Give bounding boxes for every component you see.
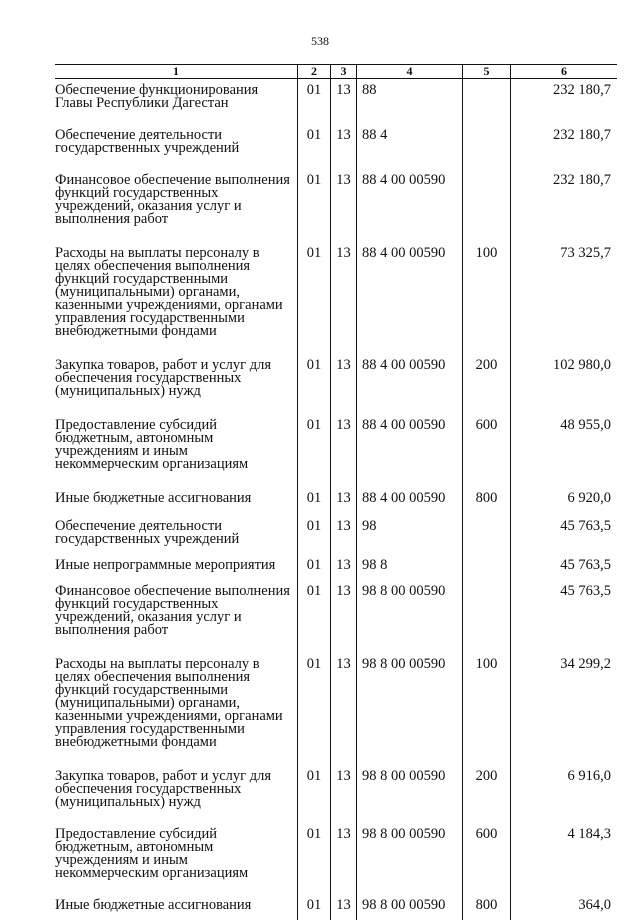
row-section: 01 <box>298 637 331 749</box>
row-amount: 4 184,3 <box>511 809 618 880</box>
row-name: Финансовое обеспечение выполнения функций государственных учреждений, оказания услуг и выполнения работ <box>55 572 298 637</box>
table-row <box>55 505 617 546</box>
table-row <box>55 637 617 749</box>
row-section: 01 <box>298 79 331 111</box>
column-header-3: 3 <box>331 65 357 79</box>
row-expense-type: 200 <box>463 749 511 809</box>
row-target-code: 98 8 00 00590 <box>357 637 463 749</box>
row-subsection: 13 <box>331 880 357 912</box>
table-row <box>55 79 617 111</box>
row-target-code: 98 8 00 00590 <box>357 572 463 637</box>
row-expense-type: 600 <box>463 809 511 880</box>
row-subsection: 13 <box>331 155 357 226</box>
row-section: 01 <box>298 471 331 505</box>
table-row <box>55 572 617 637</box>
row-section: 01 <box>298 155 331 226</box>
row-name: Обеспечение функционирования Главы Республики Дагестан <box>55 79 298 111</box>
column-header-2: 2 <box>298 65 331 79</box>
row-section: 01 <box>298 809 331 880</box>
row-expense-type: 100 <box>463 226 511 338</box>
row-expense-type <box>463 572 511 637</box>
row-section: 01 <box>298 338 331 398</box>
spacer-cell <box>511 912 618 920</box>
table-row <box>55 880 617 912</box>
row-subsection: 13 <box>331 572 357 637</box>
spacer-cell <box>298 912 331 920</box>
budget-table <box>55 64 617 920</box>
table-row <box>55 226 617 338</box>
row-amount: 48 955,0 <box>511 398 618 471</box>
row-subsection: 13 <box>331 749 357 809</box>
row-subsection: 13 <box>331 398 357 471</box>
row-target-code: 88 4 00 00590 <box>357 398 463 471</box>
row-expense-type: 800 <box>463 880 511 912</box>
table-body <box>55 79 617 920</box>
row-target-code: 88 <box>357 79 463 111</box>
row-target-code: 88 4 00 00590 <box>357 155 463 226</box>
row-target-code: 98 <box>357 505 463 546</box>
row-subsection: 13 <box>331 110 357 155</box>
row-name: Иные бюджетные ассигнования <box>55 880 298 912</box>
row-subsection: 13 <box>331 338 357 398</box>
row-section: 01 <box>298 398 331 471</box>
row-target-code: 88 4 00 00590 <box>357 226 463 338</box>
column-header-1: 1 <box>55 65 298 79</box>
row-subsection: 13 <box>331 637 357 749</box>
row-name: Иные непрограммные мероприятия <box>55 546 298 572</box>
row-expense-type <box>463 110 511 155</box>
row-expense-type: 100 <box>463 637 511 749</box>
column-header-4: 4 <box>357 65 463 79</box>
table-row <box>55 546 617 572</box>
table-row <box>55 749 617 809</box>
row-target-code: 98 8 00 00590 <box>357 749 463 809</box>
row-expense-type <box>463 79 511 111</box>
spacer-cell <box>357 912 463 920</box>
table-row <box>55 110 617 155</box>
row-name: Предоставление субсидий бюджетным, автономным учреждениям и иным некоммерческим организациям <box>55 809 298 880</box>
row-section: 01 <box>298 226 331 338</box>
row-name: Закупка товаров, работ и услуг для обеспечения государственных (муниципальных) нужд <box>55 338 298 398</box>
row-section: 01 <box>298 110 331 155</box>
row-amount: 6 916,0 <box>511 749 618 809</box>
row-subsection: 13 <box>331 505 357 546</box>
row-amount: 232 180,7 <box>511 155 618 226</box>
row-expense-type: 200 <box>463 338 511 398</box>
row-expense-type: 600 <box>463 398 511 471</box>
spacer-cell <box>331 912 357 920</box>
row-section: 01 <box>298 572 331 637</box>
row-subsection: 13 <box>331 471 357 505</box>
column-header-6: 6 <box>511 65 618 79</box>
row-section: 01 <box>298 505 331 546</box>
row-section: 01 <box>298 546 331 572</box>
row-name: Предоставление субсидий бюджетным, автономным учреждениям и иным некоммерческим организациям <box>55 398 298 471</box>
row-amount: 73 325,7 <box>511 226 618 338</box>
page-number: 538 <box>0 34 640 49</box>
row-target-code: 88 4 <box>357 110 463 155</box>
row-subsection: 13 <box>331 226 357 338</box>
row-name: Расходы на выплаты персоналу в целях обеспечения выполнения функций государственными (муниципальными) органами, казенными учреждениями, органами управления государственными внебюджетными фондами <box>55 226 298 338</box>
row-target-code: 88 4 00 00590 <box>357 338 463 398</box>
row-expense-type <box>463 505 511 546</box>
row-amount: 102 980,0 <box>511 338 618 398</box>
row-expense-type <box>463 546 511 572</box>
table-row <box>55 155 617 226</box>
spacer-cell <box>463 912 511 920</box>
row-expense-type: 800 <box>463 471 511 505</box>
row-amount: 34 299,2 <box>511 637 618 749</box>
row-section: 01 <box>298 880 331 912</box>
row-amount: 364,0 <box>511 880 618 912</box>
row-amount: 232 180,7 <box>511 79 618 111</box>
row-expense-type <box>463 155 511 226</box>
row-target-code: 88 4 00 00590 <box>357 471 463 505</box>
row-name: Финансовое обеспечение выполнения функций государственных учреждений, оказания услуг и выполнения работ <box>55 155 298 226</box>
row-subsection: 13 <box>331 79 357 111</box>
row-target-code: 98 8 00 00590 <box>357 880 463 912</box>
table-spacer-row <box>55 912 617 920</box>
table-header-row <box>55 65 617 79</box>
row-subsection: 13 <box>331 546 357 572</box>
table-row <box>55 809 617 880</box>
table-row <box>55 338 617 398</box>
row-section: 01 <box>298 749 331 809</box>
row-name: Обеспечение деятельности государственных учреждений <box>55 505 298 546</box>
row-name: Обеспечение деятельности государственных учреждений <box>55 110 298 155</box>
row-name: Закупка товаров, работ и услуг для обеспечения государственных (муниципальных) нужд <box>55 749 298 809</box>
column-header-5: 5 <box>463 65 511 79</box>
row-amount: 232 180,7 <box>511 110 618 155</box>
row-target-code: 98 8 <box>357 546 463 572</box>
row-amount: 45 763,5 <box>511 572 618 637</box>
table-row <box>55 398 617 471</box>
row-target-code: 98 8 00 00590 <box>357 809 463 880</box>
row-name: Расходы на выплаты персоналу в целях обеспечения выполнения функций государственными (муниципальными) органами, казенными учреждениями, органами управления государственными внебюджетными фондами <box>55 637 298 749</box>
spacer-cell <box>55 912 298 920</box>
row-amount: 45 763,5 <box>511 505 618 546</box>
row-amount: 45 763,5 <box>511 546 618 572</box>
row-name: Иные бюджетные ассигнования <box>55 471 298 505</box>
row-amount: 6 920,0 <box>511 471 618 505</box>
table-row <box>55 471 617 505</box>
row-subsection: 13 <box>331 809 357 880</box>
